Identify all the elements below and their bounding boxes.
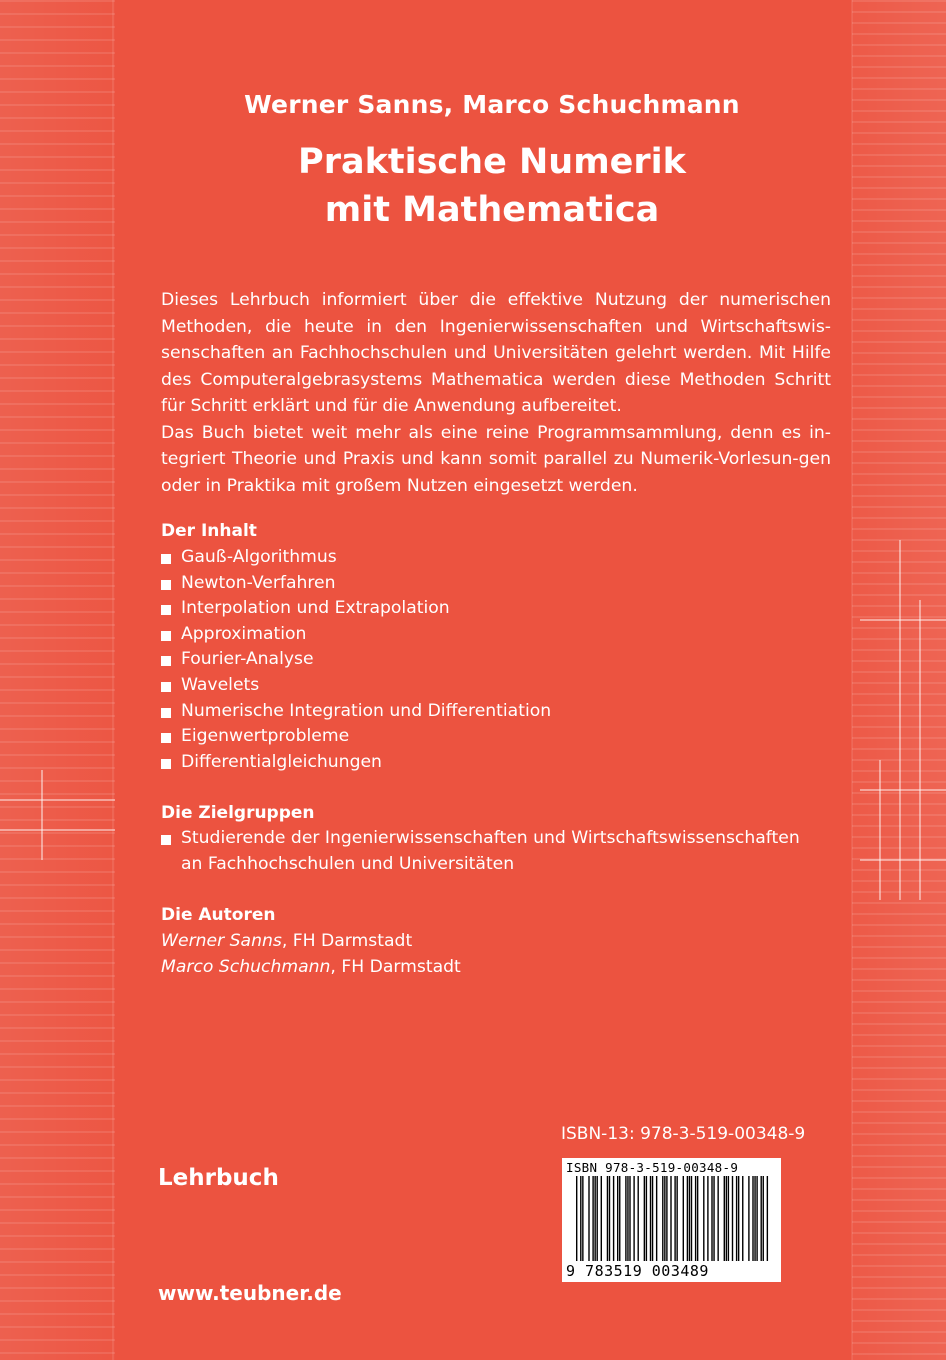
square-bullet-icon: [161, 682, 171, 692]
square-bullet-icon: [161, 656, 171, 666]
authors-heading: Die Autoren: [161, 905, 276, 925]
square-bullet-icon: [161, 631, 171, 641]
barcode: [562, 1158, 781, 1282]
square-bullet-icon: [161, 759, 171, 769]
square-bullet-icon: [161, 835, 171, 845]
audience-heading: Die Zielgruppen: [161, 803, 315, 823]
list-item: Newton-Verfahren: [161, 571, 551, 597]
square-bullet-icon: [161, 708, 171, 718]
list-item: Interpolation und Extrapolation: [161, 596, 551, 622]
book-title-line-1: Praktische Numerik: [298, 142, 686, 182]
list-item: Differentialgleichungen: [161, 750, 551, 776]
contents-heading: Der Inhalt: [161, 521, 257, 541]
list-item: Gauß-Algorithmus: [161, 545, 551, 571]
square-bullet-icon: [161, 554, 171, 564]
barcode-isbn-text: ISBN 978-3-519-00348-9: [566, 1160, 739, 1175]
list-item: Studierende der Ingenierwissenschaften und Wirtschaftswissenschaften an Fachhochschulen und Universitäten: [161, 826, 800, 877]
book-title-line-2: mit Mathematica: [324, 190, 660, 230]
cover-authors: Werner Sanns, Marco Schuchmann: [244, 90, 740, 119]
isbn-13: ISBN-13: 978-3-519-00348-9: [561, 1124, 806, 1144]
list-item: Eigenwertprobleme: [161, 724, 551, 750]
barcode-digits: 9 783519 003489: [566, 1262, 709, 1280]
list-item: Numerische Integration und Differentiation: [161, 699, 551, 725]
square-bullet-icon: [161, 733, 171, 743]
contents-list: [161, 545, 551, 775]
list-item: Approximation: [161, 622, 551, 648]
series-label: Lehrbuch: [158, 1165, 279, 1191]
author-line-2: Marco Schuchmann, FH Darmstadt: [161, 957, 461, 977]
book-title: [0, 138, 946, 234]
list-item: Fourier-Analyse: [161, 647, 551, 673]
publisher-url: www.teubner.de: [158, 1281, 342, 1305]
audience-list: [161, 826, 800, 877]
square-bullet-icon: [161, 605, 171, 615]
square-bullet-icon: [161, 580, 171, 590]
book-description: [161, 287, 831, 499]
list-item: Wavelets: [161, 673, 551, 699]
barcode-bars: [576, 1176, 776, 1261]
description-paragraph-1: Dieses Lehrbuch informiert über die effektive Nutzung der numerischen Methoden, die heute in den Ingenierwissenschaften und Wirtschaftswis-senschaften an Fachhochschulen und Universitäten gelehrt werden. Mit Hilfe des Computeralgebrasystems Mathematica werden diese Methoden Schritt für Schritt erklärt und für die Anwendung aufbereitet.: [161, 290, 831, 416]
author-line-1: Werner Sanns, FH Darmstadt: [161, 931, 413, 951]
description-paragraph-2: Das Buch bietet weit mehr als eine reine Programmsammlung, denn es in-tegriert Theorie und Praxis und kann somit parallel zu Numerik-Vorlesun-gen oder in Praktika mit großem Nutzen eingesetzt werden.: [161, 422, 831, 496]
